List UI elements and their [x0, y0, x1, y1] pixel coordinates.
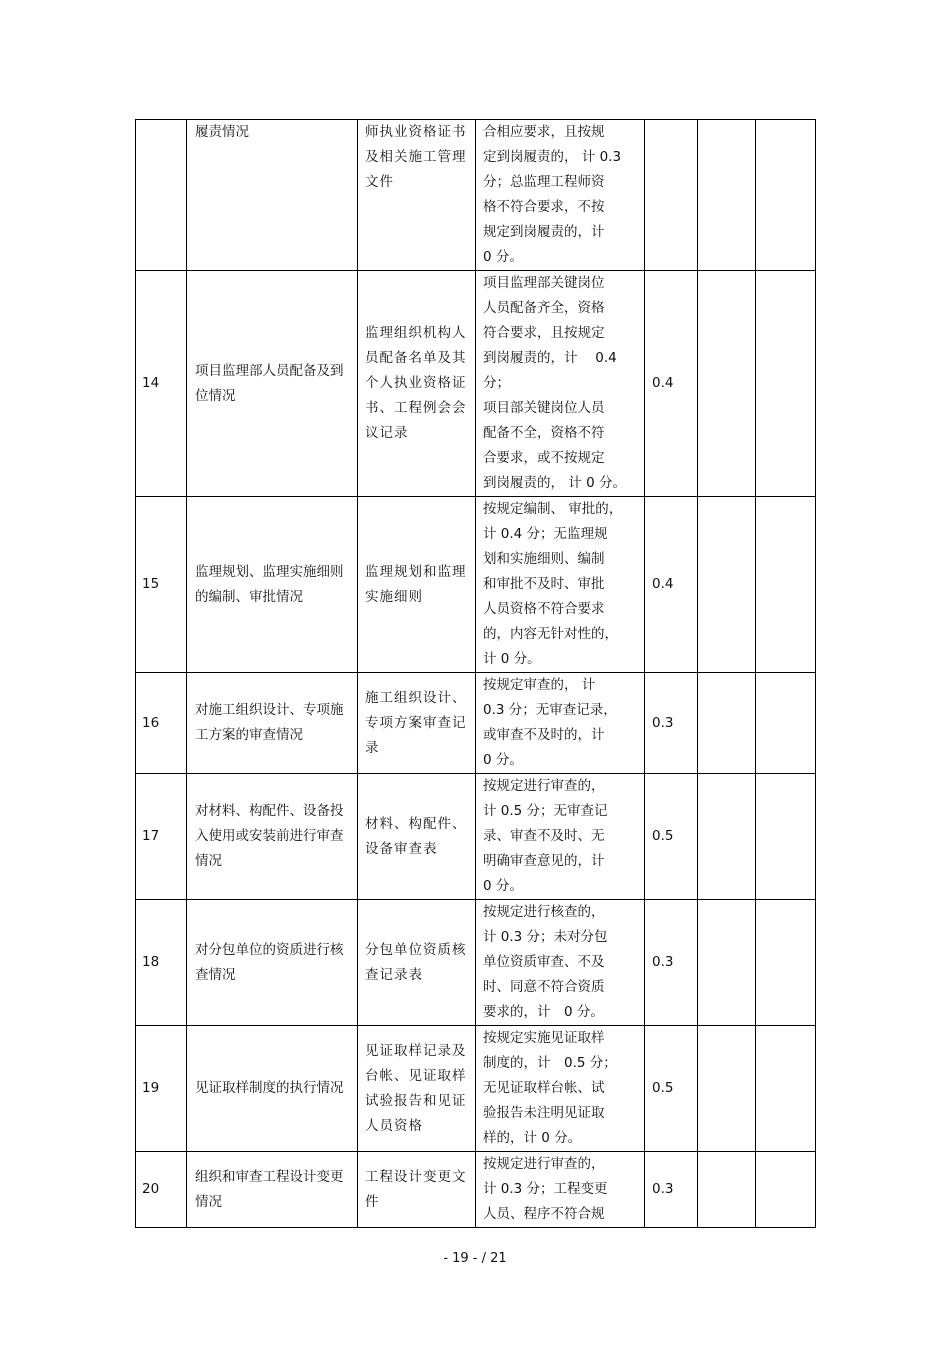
standard-score: 0.4 [645, 271, 698, 497]
standard-score: 0.3 [645, 1152, 698, 1228]
check-item: 监理规划、监理实施细则的编制、审批情况 [187, 497, 358, 673]
table-row [136, 900, 816, 1026]
deduction-cell [698, 673, 756, 774]
standard-score [645, 120, 698, 271]
table-row [136, 774, 816, 900]
table-row [136, 1152, 816, 1228]
row-number: 17 [136, 774, 187, 900]
row-number: 18 [136, 900, 187, 1026]
standard-score: 0.5 [645, 774, 698, 900]
check-basis: 工程设计变更文件 [358, 1152, 476, 1228]
check-basis: 见证取样记录及台帐、见证取样试验报告和见证人员资格 [358, 1026, 476, 1152]
deduction-cell [698, 900, 756, 1026]
actual-score-cell [756, 120, 816, 271]
deduction-cell [698, 497, 756, 673]
table-row [136, 673, 816, 774]
deduction-cell [698, 774, 756, 900]
deduction-cell [698, 1026, 756, 1152]
check-item: 组织和审查工程设计变更情况 [187, 1152, 358, 1228]
actual-score-cell [756, 1152, 816, 1228]
scoring-criteria: 按规定进行审查的， 计 0.3 分；工程变更 人员、程序不符合规 [476, 1152, 645, 1228]
actual-score-cell [756, 774, 816, 900]
check-item: 对施工组织设计、专项施工方案的审查情况 [187, 673, 358, 774]
table-row [136, 120, 816, 271]
row-number [136, 120, 187, 271]
row-number: 19 [136, 1026, 187, 1152]
actual-score-cell [756, 1026, 816, 1152]
scoring-criteria: 按规定审查的， 计 0.3 分；无审查记录， 或审查不及时的，计 0 分。 [476, 673, 645, 774]
check-basis: 分包单位资质核查记录表 [358, 900, 476, 1026]
check-item: 见证取样制度的执行情况 [187, 1026, 358, 1152]
scoring-criteria: 按规定实施见证取样 制度的，计 0.5 分； 无见证取样台帐、试 验报告未注明见证取 样的，计 0 分。 [476, 1026, 645, 1152]
check-basis: 师执业资格证书及相关施工管理文件 [358, 120, 476, 271]
standard-score: 0.3 [645, 673, 698, 774]
check-basis: 监理组织机构人员配备名单及其个人执业资格证书、工程例会会议记录 [358, 271, 476, 497]
scoring-criteria: 按规定进行审查的， 计 0.5 分；无审查记 录、审查不及时、无 明确审查意见的，计 0 分。 [476, 774, 645, 900]
deduction-cell [698, 120, 756, 271]
check-item: 对材料、构配件、设备投入使用或安装前进行审查情况 [187, 774, 358, 900]
table-row [136, 1026, 816, 1152]
table-row [136, 271, 816, 497]
assessment-table [135, 119, 816, 1228]
row-number: 14 [136, 271, 187, 497]
standard-score: 0.5 [645, 1026, 698, 1152]
row-number: 20 [136, 1152, 187, 1228]
check-item: 履责情况 [187, 120, 358, 271]
check-item: 项目监理部人员配备及到位情况 [187, 271, 358, 497]
actual-score-cell [756, 497, 816, 673]
check-item: 对分包单位的资质进行核查情况 [187, 900, 358, 1026]
check-basis: 施工组织设计、专项方案审查记录 [358, 673, 476, 774]
deduction-cell [698, 271, 756, 497]
page-number: - 19 - / 21 [443, 1251, 507, 1266]
actual-score-cell [756, 673, 816, 774]
row-number: 16 [136, 673, 187, 774]
scoring-criteria: 按规定进行核查的， 计 0.3 分；未对分包 单位资质审查、不及 时、同意不符合资质 要求的，计 0 分。 [476, 900, 645, 1026]
scoring-criteria: 按规定编制、 审批的， 计 0.4 分；无监理规 划和实施细则、编制 和审批不及时、审批 人员资格不符合要求 的，内容无针对性的， 计 0 分。 [476, 497, 645, 673]
deduction-cell [698, 1152, 756, 1228]
check-basis: 材料、构配件、设备审查表 [358, 774, 476, 900]
actual-score-cell [756, 900, 816, 1026]
table-row [136, 497, 816, 673]
actual-score-cell [756, 271, 816, 497]
check-basis: 监理规划和监理实施细则 [358, 497, 476, 673]
row-number: 15 [136, 497, 187, 673]
standard-score: 0.3 [645, 900, 698, 1026]
standard-score: 0.4 [645, 497, 698, 673]
scoring-criteria: 项目监理部关键岗位 人员配备齐全，资格 符合要求，且按规定 到岗履责的，计 0.4 分； 项目部关键岗位人员 配备不全，资格不符 合要求，或不按规定 到岗履责的， 计 0 分。 [476, 271, 645, 497]
scoring-criteria: 合相应要求，且按规 定到岗履责的， 计 0.3 分；总监理工程师资 格不符合要求，不按 规定到岗履责的，计 0 分。 [476, 120, 645, 271]
